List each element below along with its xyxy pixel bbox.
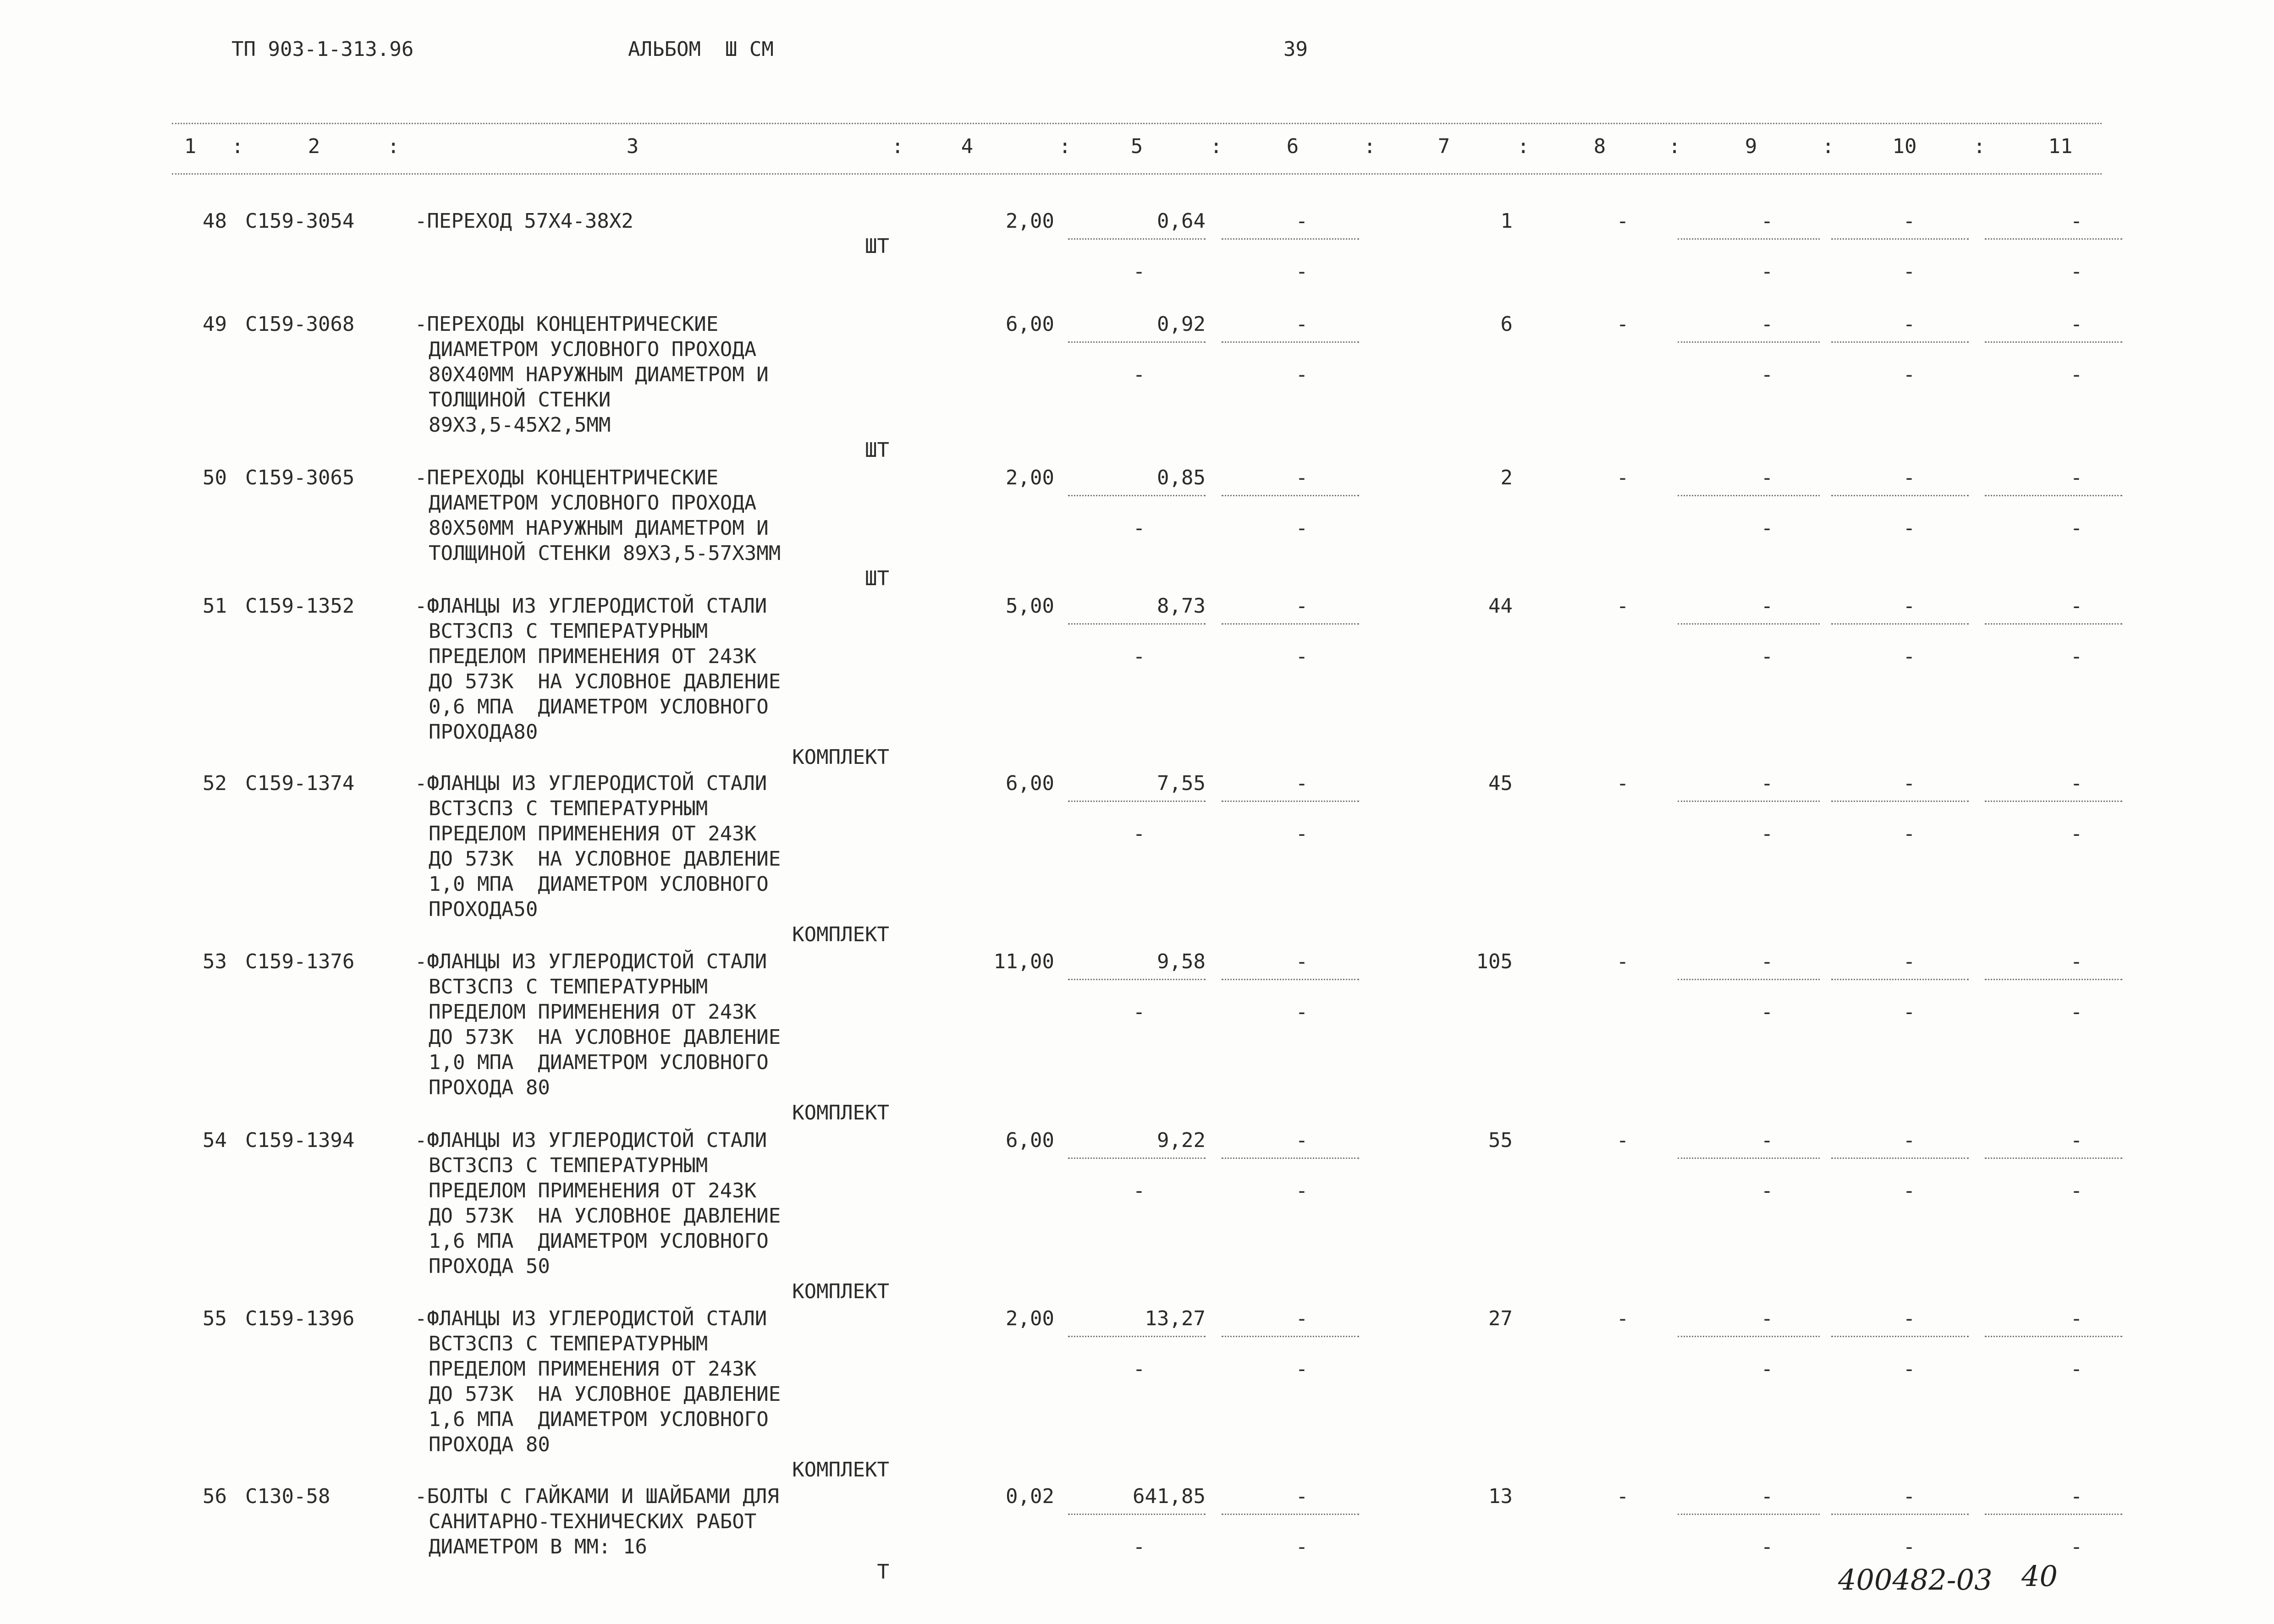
unit-of-measure: ШТ — [865, 235, 889, 258]
resource-code: С159-1396 — [245, 1307, 355, 1330]
unit-of-measure: ШТ — [865, 567, 889, 590]
description-line: ПРОХОДА 80 — [429, 1433, 550, 1456]
column-5-lower-value: - — [1133, 260, 1145, 283]
column-5-value: 13,27 — [1145, 1307, 1206, 1330]
column-5-value: 8,73 — [1157, 594, 1206, 618]
column-4-value: 6,00 — [1006, 1129, 1054, 1152]
column-4-value: 2,00 — [1006, 1307, 1054, 1330]
column-4-value: 2,00 — [1006, 209, 1054, 233]
sub-rule — [1831, 1336, 1969, 1337]
column-7-value: 27 — [1488, 1307, 1513, 1330]
column-11-lower-value: - — [2070, 645, 2083, 668]
column-8-value: - — [1616, 209, 1629, 233]
sub-rule — [1222, 238, 1359, 240]
description-line: ТОЛЩИНОЙ СТЕНКИ — [429, 388, 611, 411]
description-line: САНИТАРНО-ТЕХНИЧЕСКИХ РАБОТ — [429, 1510, 757, 1533]
column-4-value: 5,00 — [1006, 594, 1054, 618]
column-9-value: - — [1761, 950, 1773, 973]
sub-rule — [1068, 238, 1206, 240]
sub-rule — [1068, 1336, 1206, 1337]
column-8-value: - — [1616, 1129, 1629, 1152]
column-9-lower-value: - — [1761, 1357, 1773, 1381]
column-8-value: - — [1616, 594, 1629, 618]
column-header-11: 11 — [2048, 135, 2073, 158]
sub-rule — [1831, 238, 1969, 240]
column-11-lower-value: - — [2070, 516, 2083, 540]
column-9-lower-value: - — [1761, 645, 1773, 668]
column-6-value: - — [1295, 313, 1308, 336]
description-line: -ФЛАНЦЫ ИЗ УГЛЕРОДИСТОЙ СТАЛИ — [415, 772, 767, 795]
column-10-lower-value: - — [1903, 1535, 1916, 1558]
sub-rule — [1985, 238, 2122, 240]
column-header-7: 7 — [1437, 135, 1450, 158]
sub-rule — [1985, 1158, 2122, 1159]
column-7-value: 55 — [1488, 1129, 1513, 1152]
column-9-value: - — [1761, 313, 1773, 336]
description-line: ПРЕДЕЛОМ ПРИМЕНЕНИЯ ОТ 243К — [429, 1179, 757, 1202]
column-9-value: - — [1761, 1129, 1773, 1152]
column-10-lower-value: - — [1903, 516, 1916, 540]
column-11-value: - — [2070, 466, 2083, 489]
column-9-value: - — [1761, 594, 1773, 618]
resource-code: С159-3065 — [245, 466, 355, 489]
resource-code: С159-3054 — [245, 209, 355, 233]
sub-rule — [1068, 623, 1206, 625]
sub-rule — [1068, 1158, 1206, 1159]
sub-rule — [1831, 1514, 1969, 1515]
sub-rule — [1678, 341, 1820, 343]
description-line: ТОЛЩИНОЙ СТЕНКИ 89Х3,5-57Х3ММ — [429, 542, 781, 565]
column-separator: : — [1059, 135, 1071, 158]
sub-rule — [1831, 495, 1969, 496]
row-number: 54 — [203, 1129, 227, 1152]
sub-rule — [1831, 341, 1969, 343]
column-6-value: - — [1295, 466, 1308, 489]
column-5-lower-value: - — [1133, 1535, 1145, 1558]
description-line: ВСТ3СП3 С ТЕМПЕРАТУРНЫМ — [429, 797, 708, 820]
description-line: 1,6 МПА ДИАМЕТРОМ УСЛОВНОГО — [429, 1408, 769, 1431]
column-11-value: - — [2070, 1485, 2083, 1508]
column-header-9: 9 — [1745, 135, 1757, 158]
column-9-value: - — [1761, 209, 1773, 233]
column-11-lower-value: - — [2070, 1357, 2083, 1381]
column-6-value: - — [1295, 950, 1308, 973]
column-header-5: 5 — [1130, 135, 1143, 158]
column-separator: : — [1364, 135, 1376, 158]
description-line: 80Х50ММ НАРУЖНЫМ ДИАМЕТРОМ И — [429, 516, 769, 540]
column-5-lower-value: - — [1133, 363, 1145, 386]
description-line: ПРОХОДА 80 — [429, 1076, 550, 1099]
description-line: ПРОХОДА50 — [429, 898, 538, 921]
column-11-value: - — [2070, 950, 2083, 973]
column-separator: : — [387, 135, 400, 158]
column-6-value: - — [1295, 1129, 1308, 1152]
description-line: ПРЕДЕЛОМ ПРИМЕНЕНИЯ ОТ 243К — [429, 822, 757, 845]
resource-code: С159-3068 — [245, 313, 355, 336]
description-line: ПРЕДЕЛОМ ПРИМЕНЕНИЯ ОТ 243К — [429, 1000, 757, 1024]
description-line: -ФЛАНЦЫ ИЗ УГЛЕРОДИСТОЙ СТАЛИ — [415, 950, 767, 973]
column-11-value: - — [2070, 1129, 2083, 1152]
row-number: 49 — [203, 313, 227, 336]
sub-rule — [1985, 495, 2122, 496]
column-9-lower-value: - — [1761, 260, 1773, 283]
description-line: ВСТ3СП3 С ТЕМПЕРАТУРНЫМ — [429, 1332, 708, 1355]
column-6-value: - — [1295, 772, 1308, 795]
sub-rule — [1068, 495, 1206, 496]
column-4-value: 11,00 — [993, 950, 1054, 973]
column-9-value: - — [1761, 1307, 1773, 1330]
column-9-lower-value: - — [1761, 1000, 1773, 1024]
sub-rule — [1678, 1336, 1820, 1337]
column-header-10: 10 — [1892, 135, 1917, 158]
column-9-lower-value: - — [1761, 363, 1773, 386]
sub-rule — [1985, 1336, 2122, 1337]
column-4-value: 0,02 — [1006, 1485, 1054, 1508]
column-9-lower-value: - — [1761, 1179, 1773, 1202]
handwritten-sheet-number: 40 — [2021, 1559, 2058, 1593]
column-separator: : — [1517, 135, 1530, 158]
sub-rule — [1068, 801, 1206, 802]
column-7-value: 6 — [1500, 313, 1513, 336]
column-7-value: 105 — [1476, 950, 1513, 973]
description-line: ВСТ3СП3 С ТЕМПЕРАТУРНЫМ — [429, 620, 708, 643]
column-5-lower-value: - — [1133, 1179, 1145, 1202]
sub-rule — [1068, 341, 1206, 343]
sub-rule — [1678, 1158, 1820, 1159]
column-separator: : — [1668, 135, 1681, 158]
sub-rule — [1678, 238, 1820, 240]
column-7-value: 1 — [1500, 209, 1513, 233]
column-5-lower-value: - — [1133, 645, 1145, 668]
column-10-value: - — [1903, 1129, 1916, 1152]
column-10-value: - — [1903, 950, 1916, 973]
column-7-value: 13 — [1488, 1485, 1513, 1508]
column-separator: : — [1973, 135, 1986, 158]
description-line: ПРОХОДА 50 — [429, 1255, 550, 1278]
unit-of-measure: Т — [877, 1560, 889, 1584]
column-8-value: - — [1616, 466, 1629, 489]
column-10-lower-value: - — [1903, 1000, 1916, 1024]
column-6-lower-value: - — [1295, 260, 1308, 283]
column-10-value: - — [1903, 1307, 1916, 1330]
column-header-3: 3 — [626, 135, 639, 158]
row-number: 50 — [203, 466, 227, 489]
column-11-lower-value: - — [2070, 1000, 2083, 1024]
column-11-value: - — [2070, 594, 2083, 618]
description-line: -ФЛАНЦЫ ИЗ УГЛЕРОДИСТОЙ СТАЛИ — [415, 1129, 767, 1152]
unit-of-measure: КОМПЛЕКТ — [792, 1458, 889, 1481]
column-10-value: - — [1903, 772, 1916, 795]
row-number: 53 — [203, 950, 227, 973]
column-11-lower-value: - — [2070, 260, 2083, 283]
description-line: ДИАМЕТРОМ В ММ: 16 — [429, 1535, 647, 1558]
unit-of-measure: КОМПЛЕКТ — [792, 1101, 889, 1125]
column-header-6: 6 — [1286, 135, 1299, 158]
sub-rule — [1678, 801, 1820, 802]
column-header-8: 8 — [1593, 135, 1606, 158]
resource-code: С159-1376 — [245, 950, 355, 973]
column-6-lower-value: - — [1295, 1535, 1308, 1558]
column-4-value: 2,00 — [1006, 466, 1054, 489]
description-line: ДИАМЕТРОМ УСЛОВНОГО ПРОХОДА — [429, 338, 757, 361]
column-6-value: - — [1295, 209, 1308, 233]
sub-rule — [1222, 1336, 1359, 1337]
description-line: ДО 573К НА УСЛОВНОЕ ДАВЛЕНИЕ — [429, 847, 781, 871]
album-label: АЛЬБОМ Ш СМ — [628, 38, 774, 61]
page-number: 39 — [1283, 38, 1308, 61]
description-line: ДО 573К НА УСЛОВНОЕ ДАВЛЕНИЕ — [429, 670, 781, 693]
column-8-value: - — [1616, 313, 1629, 336]
column-10-lower-value: - — [1903, 1357, 1916, 1381]
column-5-value: 9,58 — [1157, 950, 1206, 973]
sub-rule — [1222, 495, 1359, 496]
column-9-lower-value: - — [1761, 822, 1773, 845]
row-number: 48 — [203, 209, 227, 233]
description-line: 0,6 МПА ДИАМЕТРОМ УСЛОВНОГО — [429, 695, 769, 719]
sub-rule — [1985, 341, 2122, 343]
sub-rule — [1831, 1158, 1969, 1159]
column-separator: : — [1210, 135, 1222, 158]
description-line: -БОЛТЫ С ГАЙКАМИ И ШАЙБАМИ ДЛЯ — [415, 1485, 779, 1508]
sub-rule — [1678, 495, 1820, 496]
column-6-lower-value: - — [1295, 363, 1308, 386]
column-11-lower-value: - — [2070, 1535, 2083, 1558]
column-11-lower-value: - — [2070, 822, 2083, 845]
column-9-value: - — [1761, 1485, 1773, 1508]
column-10-value: - — [1903, 313, 1916, 336]
column-11-lower-value: - — [2070, 1179, 2083, 1202]
column-5-value: 0,64 — [1157, 209, 1206, 233]
column-10-lower-value: - — [1903, 645, 1916, 668]
column-7-value: 44 — [1488, 594, 1513, 618]
sub-rule — [1831, 801, 1969, 802]
column-5-value: 0,85 — [1157, 466, 1206, 489]
description-line: ПРЕДЕЛОМ ПРИМЕНЕНИЯ ОТ 243К — [429, 1357, 757, 1381]
column-10-lower-value: - — [1903, 822, 1916, 845]
row-number: 55 — [203, 1307, 227, 1330]
sub-rule — [1985, 1514, 2122, 1515]
description-line: ДИАМЕТРОМ УСЛОВНОГО ПРОХОДА — [429, 491, 757, 515]
column-10-value: - — [1903, 1485, 1916, 1508]
column-8-value: - — [1616, 950, 1629, 973]
sub-rule — [1068, 1514, 1206, 1515]
description-line: 1,0 МПА ДИАМЕТРОМ УСЛОВНОГО — [429, 1051, 769, 1074]
sub-rule — [1985, 979, 2122, 980]
description-line: -ПЕРЕХОД 57Х4-38Х2 — [415, 209, 633, 233]
column-9-lower-value: - — [1761, 516, 1773, 540]
column-10-lower-value: - — [1903, 260, 1916, 283]
resource-code: С159-1394 — [245, 1129, 355, 1152]
column-6-lower-value: - — [1295, 516, 1308, 540]
column-5-value: 7,55 — [1157, 772, 1206, 795]
table-top-rule — [172, 123, 2102, 124]
column-11-value: - — [2070, 209, 2083, 233]
handwritten-code: 400482-03 — [1838, 1563, 1993, 1597]
column-4-value: 6,00 — [1006, 313, 1054, 336]
description-line: ДО 573К НА УСЛОВНОЕ ДАВЛЕНИЕ — [429, 1204, 781, 1228]
resource-code: С130-58 — [245, 1485, 330, 1508]
description-line: ПРЕДЕЛОМ ПРИМЕНЕНИЯ ОТ 243К — [429, 645, 757, 668]
sub-rule — [1068, 979, 1206, 980]
column-10-value: - — [1903, 466, 1916, 489]
column-6-value: - — [1295, 1485, 1308, 1508]
description-line: ПРОХОДА80 — [429, 720, 538, 744]
unit-of-measure: КОМПЛЕКТ — [792, 746, 889, 769]
column-11-value: - — [2070, 313, 2083, 336]
column-5-lower-value: - — [1133, 516, 1145, 540]
column-5-lower-value: - — [1133, 1000, 1145, 1024]
column-separator: : — [1822, 135, 1834, 158]
description-line: 80Х40ММ НАРУЖНЫМ ДИАМЕТРОМ И — [429, 363, 769, 386]
column-8-value: - — [1616, 772, 1629, 795]
resource-code: С159-1374 — [245, 772, 355, 795]
column-5-value: 0,92 — [1157, 313, 1206, 336]
column-6-lower-value: - — [1295, 1179, 1308, 1202]
column-6-lower-value: - — [1295, 645, 1308, 668]
column-9-value: - — [1761, 466, 1773, 489]
sub-rule — [1678, 1514, 1820, 1515]
sub-rule — [1222, 341, 1359, 343]
column-8-value: - — [1616, 1307, 1629, 1330]
column-5-value: 9,22 — [1157, 1129, 1206, 1152]
column-6-value: - — [1295, 594, 1308, 618]
document-code: ТП 903-1-313.96 — [231, 38, 414, 61]
column-4-value: 6,00 — [1006, 772, 1054, 795]
description-line: 89Х3,5-45Х2,5ММ — [429, 413, 611, 437]
column-6-value: - — [1295, 1307, 1308, 1330]
column-6-lower-value: - — [1295, 1357, 1308, 1381]
sub-rule — [1985, 623, 2122, 625]
sub-rule — [1678, 623, 1820, 625]
unit-of-measure: ШТ — [865, 439, 889, 462]
unit-of-measure: КОМПЛЕКТ — [792, 923, 889, 946]
sub-rule — [1831, 623, 1969, 625]
column-11-lower-value: - — [2070, 363, 2083, 386]
column-header-4: 4 — [961, 135, 974, 158]
column-5-value: 641,85 — [1133, 1485, 1206, 1508]
sub-rule — [1985, 801, 2122, 802]
column-9-value: - — [1761, 772, 1773, 795]
column-6-lower-value: - — [1295, 822, 1308, 845]
row-number: 56 — [203, 1485, 227, 1508]
column-separator: : — [892, 135, 904, 158]
column-10-lower-value: - — [1903, 1179, 1916, 1202]
sub-rule — [1222, 623, 1359, 625]
description-line: -ПЕРЕХОДЫ КОНЦЕНТРИЧЕСКИЕ — [415, 466, 719, 489]
column-7-value: 45 — [1488, 772, 1513, 795]
column-10-lower-value: - — [1903, 363, 1916, 386]
description-line: ДО 573К НА УСЛОВНОЕ ДАВЛЕНИЕ — [429, 1383, 781, 1406]
column-6-lower-value: - — [1295, 1000, 1308, 1024]
column-5-lower-value: - — [1133, 1357, 1145, 1381]
description-line: -ФЛАНЦЫ ИЗ УГЛЕРОДИСТОЙ СТАЛИ — [415, 594, 767, 618]
row-number: 51 — [203, 594, 227, 618]
description-line: 1,0 МПА ДИАМЕТРОМ УСЛОВНОГО — [429, 872, 769, 896]
sub-rule — [1222, 801, 1359, 802]
sub-rule — [1831, 979, 1969, 980]
row-number: 52 — [203, 772, 227, 795]
column-10-value: - — [1903, 209, 1916, 233]
sub-rule — [1678, 979, 1820, 980]
column-7-value: 2 — [1500, 466, 1513, 489]
column-11-value: - — [2070, 1307, 2083, 1330]
column-separator: : — [231, 135, 244, 158]
description-line: ВСТ3СП3 С ТЕМПЕРАТУРНЫМ — [429, 1154, 708, 1177]
description-line: 1,6 МПА ДИАМЕТРОМ УСЛОВНОГО — [429, 1229, 769, 1253]
column-5-lower-value: - — [1133, 822, 1145, 845]
description-line: -ПЕРЕХОДЫ КОНЦЕНТРИЧЕСКИЕ — [415, 313, 719, 336]
column-9-lower-value: - — [1761, 1535, 1773, 1558]
column-header-2: 2 — [308, 135, 320, 158]
column-header-1: 1 — [184, 135, 197, 158]
column-11-value: - — [2070, 772, 2083, 795]
unit-of-measure: КОМПЛЕКТ — [792, 1280, 889, 1303]
column-10-value: - — [1903, 594, 1916, 618]
column-8-value: - — [1616, 1485, 1629, 1508]
sub-rule — [1222, 1514, 1359, 1515]
sub-rule — [1222, 979, 1359, 980]
description-line: ВСТ3СП3 С ТЕМПЕРАТУРНЫМ — [429, 975, 708, 999]
description-line: ДО 573К НА УСЛОВНОЕ ДАВЛЕНИЕ — [429, 1026, 781, 1049]
table-header-bottom-rule — [172, 173, 2102, 175]
resource-code: С159-1352 — [245, 594, 355, 618]
description-line: -ФЛАНЦЫ ИЗ УГЛЕРОДИСТОЙ СТАЛИ — [415, 1307, 767, 1330]
sub-rule — [1222, 1158, 1359, 1159]
